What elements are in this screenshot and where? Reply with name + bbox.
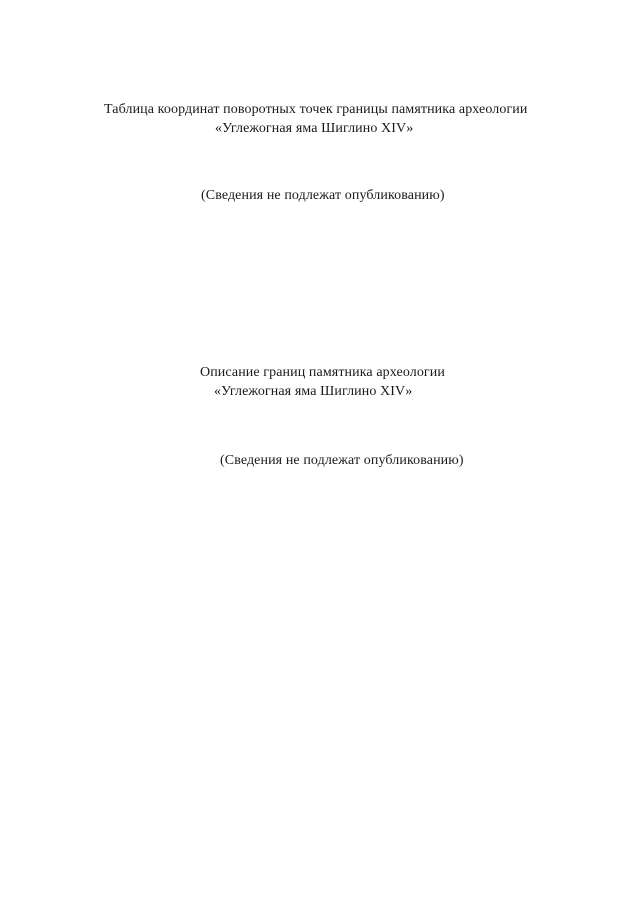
boundary-restricted-notice: (Сведения не подлежат опубликованию) <box>220 453 464 468</box>
coordinates-restricted-notice: (Сведения не подлежат опубликованию) <box>201 188 445 203</box>
coordinates-table-title: Таблица координат поворотных точек границы памятника археологии <box>104 102 528 117</box>
boundary-description-subtitle: «Углежогная яма Шиглино XIV» <box>214 384 413 399</box>
coordinates-table-subtitle: «Углежогная яма Шиглино XIV» <box>215 121 414 136</box>
boundary-description-title: Описание границ памятника археологии <box>200 365 445 380</box>
